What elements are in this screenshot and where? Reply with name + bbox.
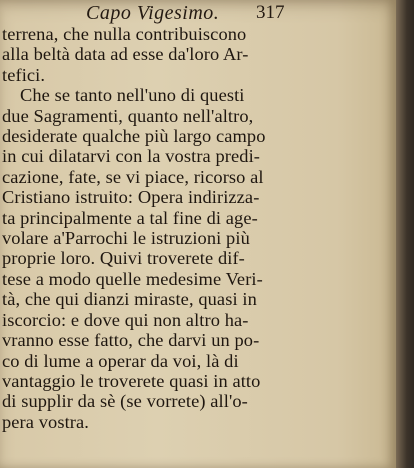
book-spine-edge	[396, 0, 414, 468]
text-line: vantaggio le troverete quasi in atto	[2, 370, 261, 391]
text-line: tese a modo quelle medesime Veri-	[2, 268, 263, 289]
text-line: pera vostra.	[2, 411, 89, 432]
running-head: Capo Vigesimo.	[86, 2, 220, 24]
text-line: terrena, che nulla contribuiscono	[2, 24, 247, 44]
text-line: in cui dilatarvi con la vostra predi-	[2, 146, 261, 167]
text-line: tefici.	[2, 64, 46, 85]
page-header	[0, 2, 396, 26]
text-line: volare a'Parrochi le istruzioni più	[2, 228, 250, 249]
text-line: proprie loro. Quivi troverete dif-	[2, 248, 245, 269]
text-line: ta principalmente a tal fine di age-	[2, 207, 258, 228]
text-line: Cristiano istruito: Opera indirizza-	[2, 187, 260, 208]
text-line: di supplir da sè (se vorrete) all'o-	[2, 391, 248, 412]
body-text	[2, 24, 394, 432]
text-line: iscorcio: e dove qui non altro ha-	[2, 309, 249, 330]
text-line: Che se tanto nell'uno di questi	[20, 85, 245, 106]
text-line: desiderate qualche più largo campo	[2, 126, 266, 147]
page-number: 317	[256, 2, 285, 23]
text-line: alla beltà data ad esse da'loro Ar-	[2, 44, 249, 65]
text-line: vranno esse fatto, che darvi un po-	[2, 330, 260, 351]
text-line: co di lume a operar da voi, là di	[2, 350, 239, 371]
text-line: tà, che qui dianzi miraste, quasi in	[2, 289, 257, 310]
text-line: due Sagramenti, quanto nell'altro,	[2, 105, 254, 126]
text-line: cazione, fate, se vi piace, ricorso al	[2, 166, 264, 187]
